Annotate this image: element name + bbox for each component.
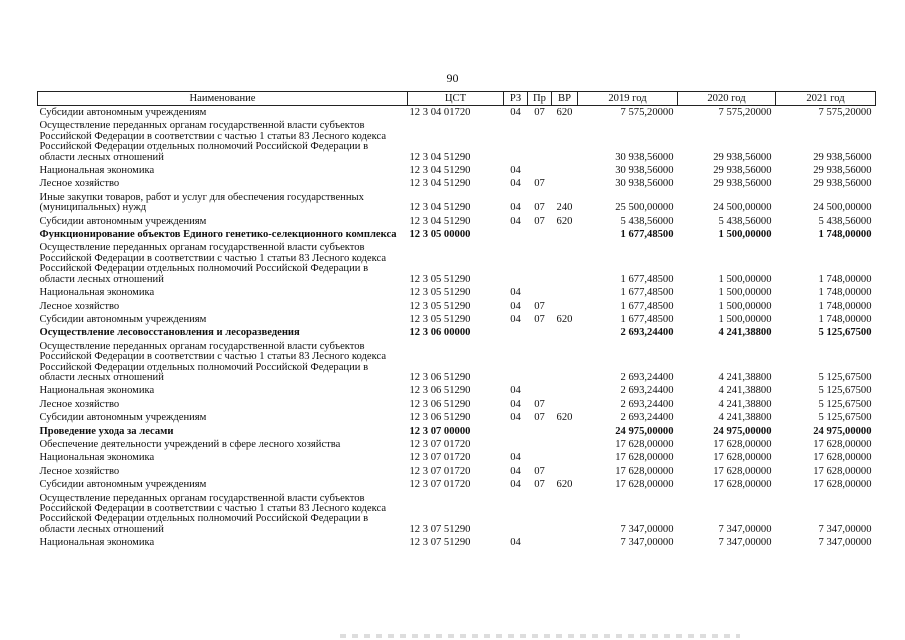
cell-rz (504, 227, 528, 240)
cell-pr (528, 325, 552, 338)
cell-rz: 04 (510, 107, 521, 118)
cell-vr (552, 383, 578, 396)
cell-cst: 12 3 07 01720 (409, 479, 471, 491)
cell-pr (528, 450, 552, 463)
cell-rz: 04 (510, 385, 521, 397)
cell-cst: 12 3 07 01720 (409, 452, 471, 464)
cell-2019: 24 975,00000 (615, 425, 674, 437)
cell-vr (552, 339, 578, 384)
cell-2021: 5 125,67500 (818, 385, 872, 397)
cell-2019: 2 693,24400 (620, 412, 674, 424)
cell-name: Субсидии автономным учреждениям (39, 107, 207, 118)
cell-pr (528, 285, 552, 298)
cell-vr (552, 285, 578, 298)
cell-pr: 07 (534, 215, 545, 227)
table-row (38, 214, 876, 227)
cell-cst: 12 3 05 00000 (409, 229, 471, 241)
cell-pr (528, 339, 552, 384)
cell-2021: 5 125,67500 (818, 327, 872, 339)
cell-rz: 04 (510, 300, 521, 312)
header-2019: 2019 год (578, 92, 678, 106)
cell-cst: 12 3 07 00000 (409, 425, 471, 437)
cell-pr: 07 (534, 479, 545, 491)
cell-2020: 4 241,38800 (718, 327, 772, 339)
cell-name: Иные закупки товаров, работ и услуг для обеспечения государственных (муниципальных) нужд (39, 191, 364, 214)
cell-2019: 1 677,48500 (620, 313, 674, 325)
cell-2021: 7 347,00000 (818, 523, 872, 535)
cell-vr (552, 535, 578, 548)
cell-rz: 04 (510, 465, 521, 477)
cell-cst: 12 3 06 51290 (409, 385, 471, 397)
cell-2019: 5 438,56000 (620, 215, 674, 227)
header-name: Наименование (38, 92, 408, 106)
cell-2020: 1 500,00000 (718, 313, 772, 325)
cell-pr: 07 (534, 107, 545, 118)
cell-2020: 24 975,00000 (713, 425, 772, 437)
cell-2019: 25 500,00000 (615, 202, 674, 214)
cell-vr: 620 (556, 412, 573, 424)
cell-name: Национальная экономика (39, 165, 155, 177)
cell-2019: 30 938,56000 (615, 151, 674, 163)
cell-vr (552, 397, 578, 410)
cell-rz: 04 (510, 537, 521, 549)
cell-pr (528, 227, 552, 240)
cell-2020: 17 628,00000 (713, 479, 772, 491)
table-row (38, 339, 876, 384)
cell-pr: 07 (534, 300, 545, 312)
cell-2021: 17 628,00000 (813, 438, 872, 450)
cell-2021: 5 125,67500 (818, 412, 872, 424)
header-pr: Пр (528, 92, 552, 106)
cell-2020: 29 938,56000 (713, 151, 772, 163)
cell-cst: 12 3 04 51290 (409, 151, 471, 163)
table-row (38, 464, 876, 477)
cell-2019: 17 628,00000 (615, 465, 674, 477)
table-row (38, 285, 876, 298)
table-row (38, 118, 876, 163)
table-header-row (38, 92, 876, 106)
cell-2021: 1 748,00000 (818, 300, 872, 312)
cell-2020: 17 628,00000 (713, 438, 772, 450)
cell-cst: 12 3 07 01720 (409, 465, 471, 477)
cell-pr (528, 424, 552, 437)
cell-name: Лесное хозяйство (39, 300, 120, 312)
table-row (38, 325, 876, 338)
header-vr: ВР (552, 92, 578, 106)
cell-vr: 620 (556, 107, 573, 118)
table-row (38, 299, 876, 312)
cell-2020: 4 241,38800 (718, 398, 772, 410)
cell-cst: 12 3 04 51290 (409, 202, 471, 214)
cell-2020: 4 241,38800 (718, 371, 772, 383)
cell-name: Осуществление переданных органам государственной власти субъектов Российской Федерации в соответствии с частью 1 статьи 83 Лесного кодекса Российской Федерации отдельных полномочий Российской Федерации в области лесных отношений (39, 242, 387, 285)
cell-2021: 17 628,00000 (813, 465, 872, 477)
cell-cst: 12 3 04 01720 (409, 107, 471, 118)
cell-pr (528, 491, 552, 536)
cell-rz (504, 118, 528, 163)
cell-2020: 17 628,00000 (713, 452, 772, 464)
cell-2019: 1 677,48500 (620, 287, 674, 299)
cell-2020: 1 500,00000 (718, 287, 772, 299)
cell-vr (552, 325, 578, 338)
cell-rz (504, 325, 528, 338)
table-row (38, 424, 876, 437)
cell-2020: 1 500,00000 (718, 300, 772, 312)
cell-2020: 24 500,00000 (713, 202, 772, 214)
cell-2020: 17 628,00000 (713, 465, 772, 477)
table-row (38, 477, 876, 490)
cell-rz: 04 (510, 398, 521, 410)
cell-cst: 12 3 05 51290 (409, 287, 471, 299)
cell-2021: 5 125,67500 (818, 398, 872, 410)
cell-2020: 7 347,00000 (718, 523, 772, 535)
cell-pr: 07 (534, 178, 545, 190)
cell-2021: 29 938,56000 (813, 178, 872, 190)
cell-vr: 620 (556, 479, 573, 491)
cell-2019: 2 693,24400 (620, 371, 674, 383)
cell-rz (504, 437, 528, 450)
cell-name: Лесное хозяйство (39, 178, 120, 190)
cell-cst: 12 3 06 51290 (409, 398, 471, 410)
cell-pr (528, 437, 552, 450)
cell-vr: 240 (556, 202, 573, 214)
table-row (38, 227, 876, 240)
cell-cst: 12 3 05 51290 (409, 300, 471, 312)
cell-pr (528, 118, 552, 163)
cell-pr: 07 (534, 313, 545, 325)
table-row (38, 176, 876, 189)
cell-vr (552, 118, 578, 163)
table-row (38, 437, 876, 450)
cell-2021: 1 748,00000 (818, 313, 872, 325)
cell-vr: 620 (556, 313, 573, 325)
header-cst: ЦСТ (408, 92, 504, 106)
cell-2019: 1 677,48500 (620, 300, 674, 312)
cell-rz (504, 240, 528, 285)
cell-pr (528, 163, 552, 176)
cell-rz (504, 424, 528, 437)
cell-2021: 29 938,56000 (813, 151, 872, 163)
cell-rz: 04 (510, 452, 521, 464)
cell-pr: 07 (534, 412, 545, 424)
cell-name: Национальная экономика (39, 287, 155, 299)
cell-name: Обеспечение деятельности учреждений в сфере лесного хозяйства (39, 438, 341, 450)
cell-2021: 17 628,00000 (813, 479, 872, 491)
table-row (38, 397, 876, 410)
header-rz: РЗ (504, 92, 528, 106)
cell-2020: 1 500,00000 (718, 229, 772, 241)
cell-2021: 17 628,00000 (813, 452, 872, 464)
cell-cst: 12 3 07 51290 (409, 523, 471, 535)
cell-cst: 12 3 07 51290 (409, 537, 471, 549)
cell-cst: 12 3 04 51290 (409, 215, 471, 227)
cell-name: Субсидии автономным учреждениям (39, 313, 207, 325)
header-2021: 2021 год (776, 92, 876, 106)
page-number: 90 (446, 71, 459, 85)
cell-name: Функционирование объектов Единого генетико-селекционного комплекса (39, 229, 397, 241)
cell-2020: 7 347,00000 (718, 537, 772, 549)
header-2020: 2020 год (678, 92, 776, 106)
cell-name: Осуществление переданных органам государственной власти субъектов Российской Федерации в соответствии с частью 1 статьи 83 Лесного кодекса Российской Федерации отдельных полномочий Российской Федерации в области лесных отношений (39, 492, 387, 535)
cell-rz: 04 (510, 412, 521, 424)
cell-pr (528, 383, 552, 396)
cell-name: Проведение ухода за лесами (39, 425, 174, 437)
table-row (38, 535, 876, 548)
cell-rz: 04 (510, 165, 521, 177)
cell-2021: 5 125,67500 (818, 371, 872, 383)
table-row (38, 450, 876, 463)
cell-name: Субсидии автономным учреждениям (39, 479, 207, 491)
cell-vr: 620 (556, 215, 573, 227)
cell-rz (504, 339, 528, 384)
cell-cst: 12 3 05 51290 (409, 273, 471, 285)
cell-2020: 1 500,00000 (718, 273, 772, 285)
cell-name: Осуществление переданных органам государственной власти субъектов Российской Федерации в соответствии с частью 1 статьи 83 Лесного кодекса Российской Федерации отдельных полномочий Российской Федерации в области лесных отношений (39, 120, 387, 163)
cell-vr (552, 464, 578, 477)
cell-2019: 2 693,24400 (620, 385, 674, 397)
cell-cst: 12 3 04 51290 (409, 165, 471, 177)
table-row (38, 190, 876, 214)
cell-pr (528, 535, 552, 548)
cell-vr (552, 299, 578, 312)
table-row (38, 106, 876, 119)
cell-name: Субсидии автономным учреждениям (39, 412, 207, 424)
cell-name: Субсидии автономным учреждениям (39, 215, 207, 227)
cell-2021: 7 347,00000 (818, 537, 872, 549)
table-row (38, 240, 876, 285)
cell-vr (552, 424, 578, 437)
cell-rz: 04 (510, 313, 521, 325)
cell-cst: 12 3 06 51290 (409, 371, 471, 383)
cell-vr (552, 227, 578, 240)
cell-2020: 4 241,38800 (718, 412, 772, 424)
cell-cst: 12 3 06 00000 (409, 327, 471, 339)
cell-name: Национальная экономика (39, 385, 155, 397)
cell-cst: 12 3 06 51290 (409, 412, 471, 424)
table-row (38, 163, 876, 176)
cell-rz: 04 (510, 287, 521, 299)
cell-pr (528, 240, 552, 285)
cell-2019: 7 347,00000 (620, 537, 674, 549)
cell-2021: 1 748,00000 (818, 229, 872, 241)
cell-2019: 17 628,00000 (615, 438, 674, 450)
cell-name: Лесное хозяйство (39, 465, 120, 477)
cell-rz: 04 (510, 178, 521, 190)
cell-vr (552, 163, 578, 176)
cell-2020: 5 438,56000 (718, 215, 772, 227)
cell-vr (552, 240, 578, 285)
cell-pr: 07 (534, 202, 545, 214)
cell-name: Лесное хозяйство (39, 398, 120, 410)
cell-2019: 7 575,20000 (620, 107, 674, 118)
cell-2019: 30 938,56000 (615, 178, 674, 190)
cell-2021: 1 748,00000 (818, 287, 872, 299)
cell-2020: 29 938,56000 (713, 165, 772, 177)
cell-2019: 1 677,48500 (620, 273, 674, 285)
cell-name: Национальная экономика (39, 452, 155, 464)
cell-vr (552, 450, 578, 463)
cell-2020: 7 575,20000 (718, 107, 772, 118)
cell-cst: 12 3 05 51290 (409, 313, 471, 325)
cell-cst: 12 3 07 01720 (409, 438, 471, 450)
cell-rz (504, 491, 528, 536)
cell-2019: 17 628,00000 (615, 479, 674, 491)
cell-2021: 24 500,00000 (813, 202, 872, 214)
cell-vr (552, 491, 578, 536)
table-row (38, 312, 876, 325)
cell-2020: 4 241,38800 (718, 385, 772, 397)
faded-page-edge (340, 634, 740, 638)
cell-2019: 30 938,56000 (615, 165, 674, 177)
cell-2019: 1 677,48500 (620, 229, 674, 241)
cell-2021: 29 938,56000 (813, 165, 872, 177)
cell-2021: 7 575,20000 (818, 107, 872, 118)
cell-vr (552, 176, 578, 189)
cell-2019: 7 347,00000 (620, 523, 674, 535)
cell-pr: 07 (534, 398, 545, 410)
table-body (38, 106, 876, 549)
cell-vr (552, 437, 578, 450)
cell-2021: 1 748,00000 (818, 273, 872, 285)
cell-2020: 29 938,56000 (713, 178, 772, 190)
cell-name: Осуществление лесовосстановления и лесоразведения (39, 327, 300, 339)
cell-2021: 24 975,00000 (813, 425, 872, 437)
table-row (38, 410, 876, 423)
budget-table (37, 91, 876, 549)
cell-rz: 04 (510, 202, 521, 214)
cell-name: Осуществление переданных органам государственной власти субъектов Российской Федерации в соответствии с частью 1 статьи 83 Лесного кодекса Российской Федерации отдельных полномочий Российской Федерации в области лесных отношений (39, 340, 387, 383)
cell-name: Национальная экономика (39, 537, 155, 549)
table-row (38, 383, 876, 396)
table-row (38, 491, 876, 536)
cell-pr: 07 (534, 465, 545, 477)
cell-2019: 17 628,00000 (615, 452, 674, 464)
cell-2021: 5 438,56000 (818, 215, 872, 227)
cell-cst: 12 3 04 51290 (409, 178, 471, 190)
cell-rz: 04 (510, 215, 521, 227)
cell-rz: 04 (510, 479, 521, 491)
cell-2019: 2 693,24400 (620, 327, 674, 339)
cell-2019: 2 693,24400 (620, 398, 674, 410)
